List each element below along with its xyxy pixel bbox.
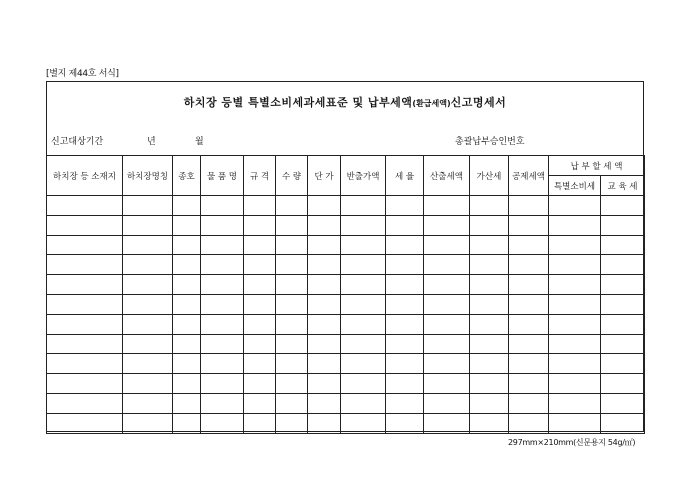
col-payable-tax: 납 부 할 세 액 bbox=[549, 156, 645, 176]
paper-spec-note: 297mm×210mm(신문용지 54g/㎡) bbox=[508, 438, 636, 447]
table-row[interactable] bbox=[47, 255, 645, 275]
col-spec: 규 격 bbox=[244, 156, 276, 196]
title-refund: (환급세액) bbox=[412, 99, 451, 108]
table-row[interactable] bbox=[47, 314, 645, 334]
table-row[interactable] bbox=[47, 294, 645, 314]
table-row[interactable] bbox=[47, 334, 645, 354]
declaration-form bbox=[46, 81, 644, 432]
table-row[interactable] bbox=[47, 235, 645, 255]
title-end: 신고명세서 bbox=[450, 96, 507, 109]
table-row[interactable] bbox=[47, 215, 645, 235]
col-quantity: 수 량 bbox=[276, 156, 308, 196]
approval-number-label: 총괄납부승인번호 bbox=[455, 137, 525, 147]
col-unit-price: 단 가 bbox=[308, 156, 341, 196]
table-row[interactable] bbox=[47, 275, 645, 295]
col-item-type: 종호 bbox=[173, 156, 201, 196]
col-depot-name: 하치장명칭 bbox=[123, 156, 173, 196]
col-calc-tax: 산출세액 bbox=[424, 156, 470, 196]
col-tax-rate: 세 율 bbox=[386, 156, 424, 196]
col-export-value: 반출가액 bbox=[341, 156, 386, 196]
col-surcharge: 가산세 bbox=[470, 156, 509, 196]
col-location: 하치장 등 소재지 bbox=[47, 156, 123, 196]
table-row[interactable] bbox=[47, 354, 645, 374]
table-row[interactable] bbox=[47, 374, 645, 394]
col-deduction: 공제세액 bbox=[509, 156, 549, 196]
col-item-name: 물 품 명 bbox=[201, 156, 244, 196]
year-label: 년 bbox=[147, 137, 156, 147]
report-period-label: 신고대상기간 bbox=[51, 137, 104, 147]
title-main: 하치장 등별 특별소비세과세표준 및 납부세액 bbox=[183, 96, 413, 109]
tax-detail-table bbox=[46, 155, 645, 434]
form-number-label: [별지 제44호 서식] bbox=[46, 69, 119, 79]
table-row[interactable] bbox=[47, 393, 645, 413]
table-row[interactable] bbox=[47, 196, 645, 216]
form-title bbox=[47, 94, 643, 110]
month-label: 월 bbox=[195, 137, 204, 147]
table-row[interactable] bbox=[47, 413, 645, 433]
col-education-tax: 교 육 세 bbox=[601, 176, 645, 196]
col-special-consumption-tax: 특별소비세 bbox=[549, 176, 601, 196]
